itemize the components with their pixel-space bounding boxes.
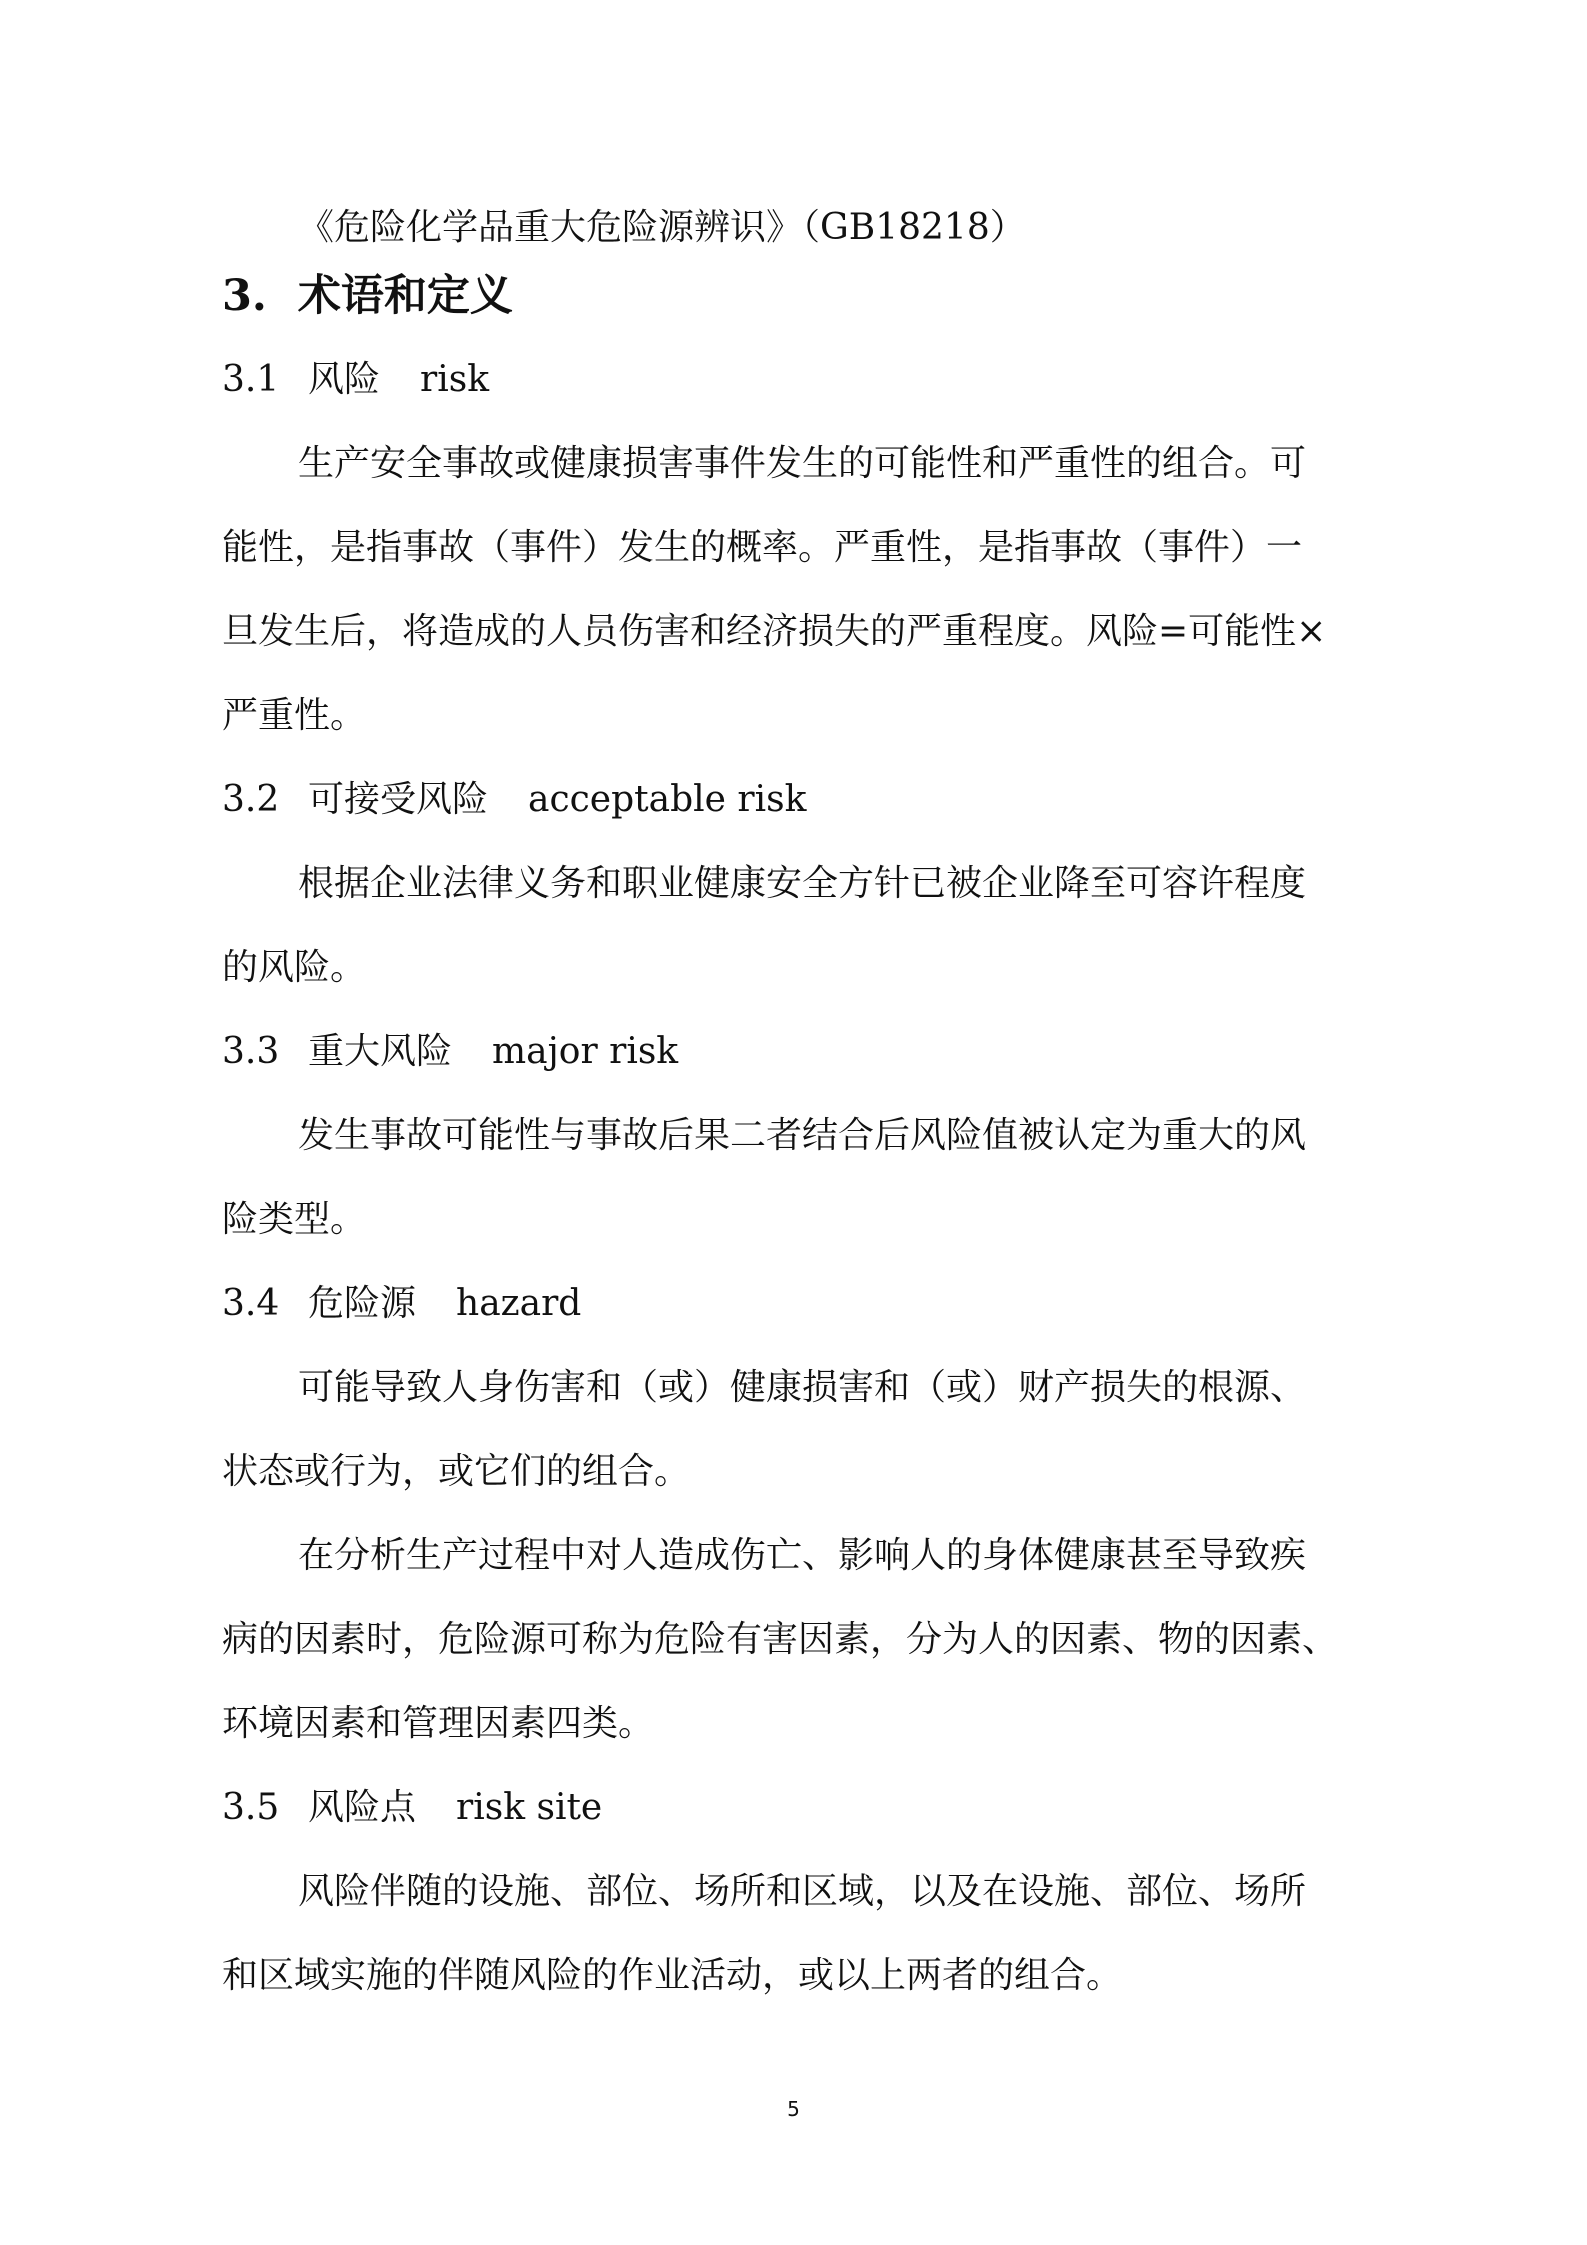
term-en: risk site [456,1787,603,1828]
term-en: major risk [492,1031,679,1072]
term-heading [222,1280,1372,1328]
definition-line: 的风险。 [222,947,367,988]
definition-line: 风险伴随的设施、部位、场所和区域，以及在设施、部位、场所 [298,1871,1307,1912]
term-number: 3.3 [222,1031,280,1072]
definition-line: 发生事故可能性与事故后果二者结合后风险值被认定为重大的风 [298,1115,1307,1156]
definition-line: 险类型。 [222,1199,367,1240]
definition-line: 在分析生产过程中对人造成伤亡、影响人的身体健康甚至导致疾 [298,1535,1307,1576]
definition-line: 可能导致人身伤害和（或）健康损害和（或）财产损失的根源、 [298,1367,1307,1408]
definition-line: 病的因素时，危险源可称为危险有害因素，分为人的因素、物的因素、 [222,1619,1339,1660]
definition-line: 旦发生后，将造成的人员伤害和经济损失的严重程度。风险=可能性× [222,611,1327,652]
section-number: 3. [222,271,267,321]
definition-line: 根据企业法律义务和职业健康安全方针已被企业降至可容许程度 [298,863,1307,904]
term-cn: 重大风险 [308,1031,453,1072]
definition-line: 严重性。 [222,695,367,736]
term-cn: 危险源 [308,1283,417,1324]
term-en: acceptable risk [528,779,807,820]
page-number: 5 [787,2097,800,2121]
definition-line: 环境因素和管理因素四类。 [222,1703,655,1744]
term-heading [222,1784,1372,1832]
term-number: 3.2 [222,779,280,820]
term-cn: 风险 [308,359,381,400]
definition-line: 状态或行为，或它们的组合。 [222,1451,691,1492]
term-cn: 风险点 [308,1787,417,1828]
definition-line: 和区域实施的伴随风险的作业活动，或以上两者的组合。 [222,1955,1123,1996]
section-heading [222,268,1372,324]
term-number: 3.5 [222,1787,280,1828]
reference-standard-line: 《危险化学品重大危险源辨识》（GB18218） [298,207,1026,248]
term-en: hazard [456,1283,582,1324]
section-title: 术语和定义 [297,271,513,321]
definition-line: 生产安全事故或健康损害事件发生的可能性和严重性的组合。可 [298,443,1307,484]
term-heading [222,776,1372,824]
term-number: 3.1 [222,359,280,400]
term-cn: 可接受风险 [308,779,489,820]
term-heading [222,1028,1372,1076]
term-en: risk [420,359,490,400]
definition-line: 能性，是指事故（事件）发生的概率。严重性，是指事故（事件）一 [222,527,1303,568]
term-heading [222,356,1372,404]
term-number: 3.4 [222,1283,280,1324]
